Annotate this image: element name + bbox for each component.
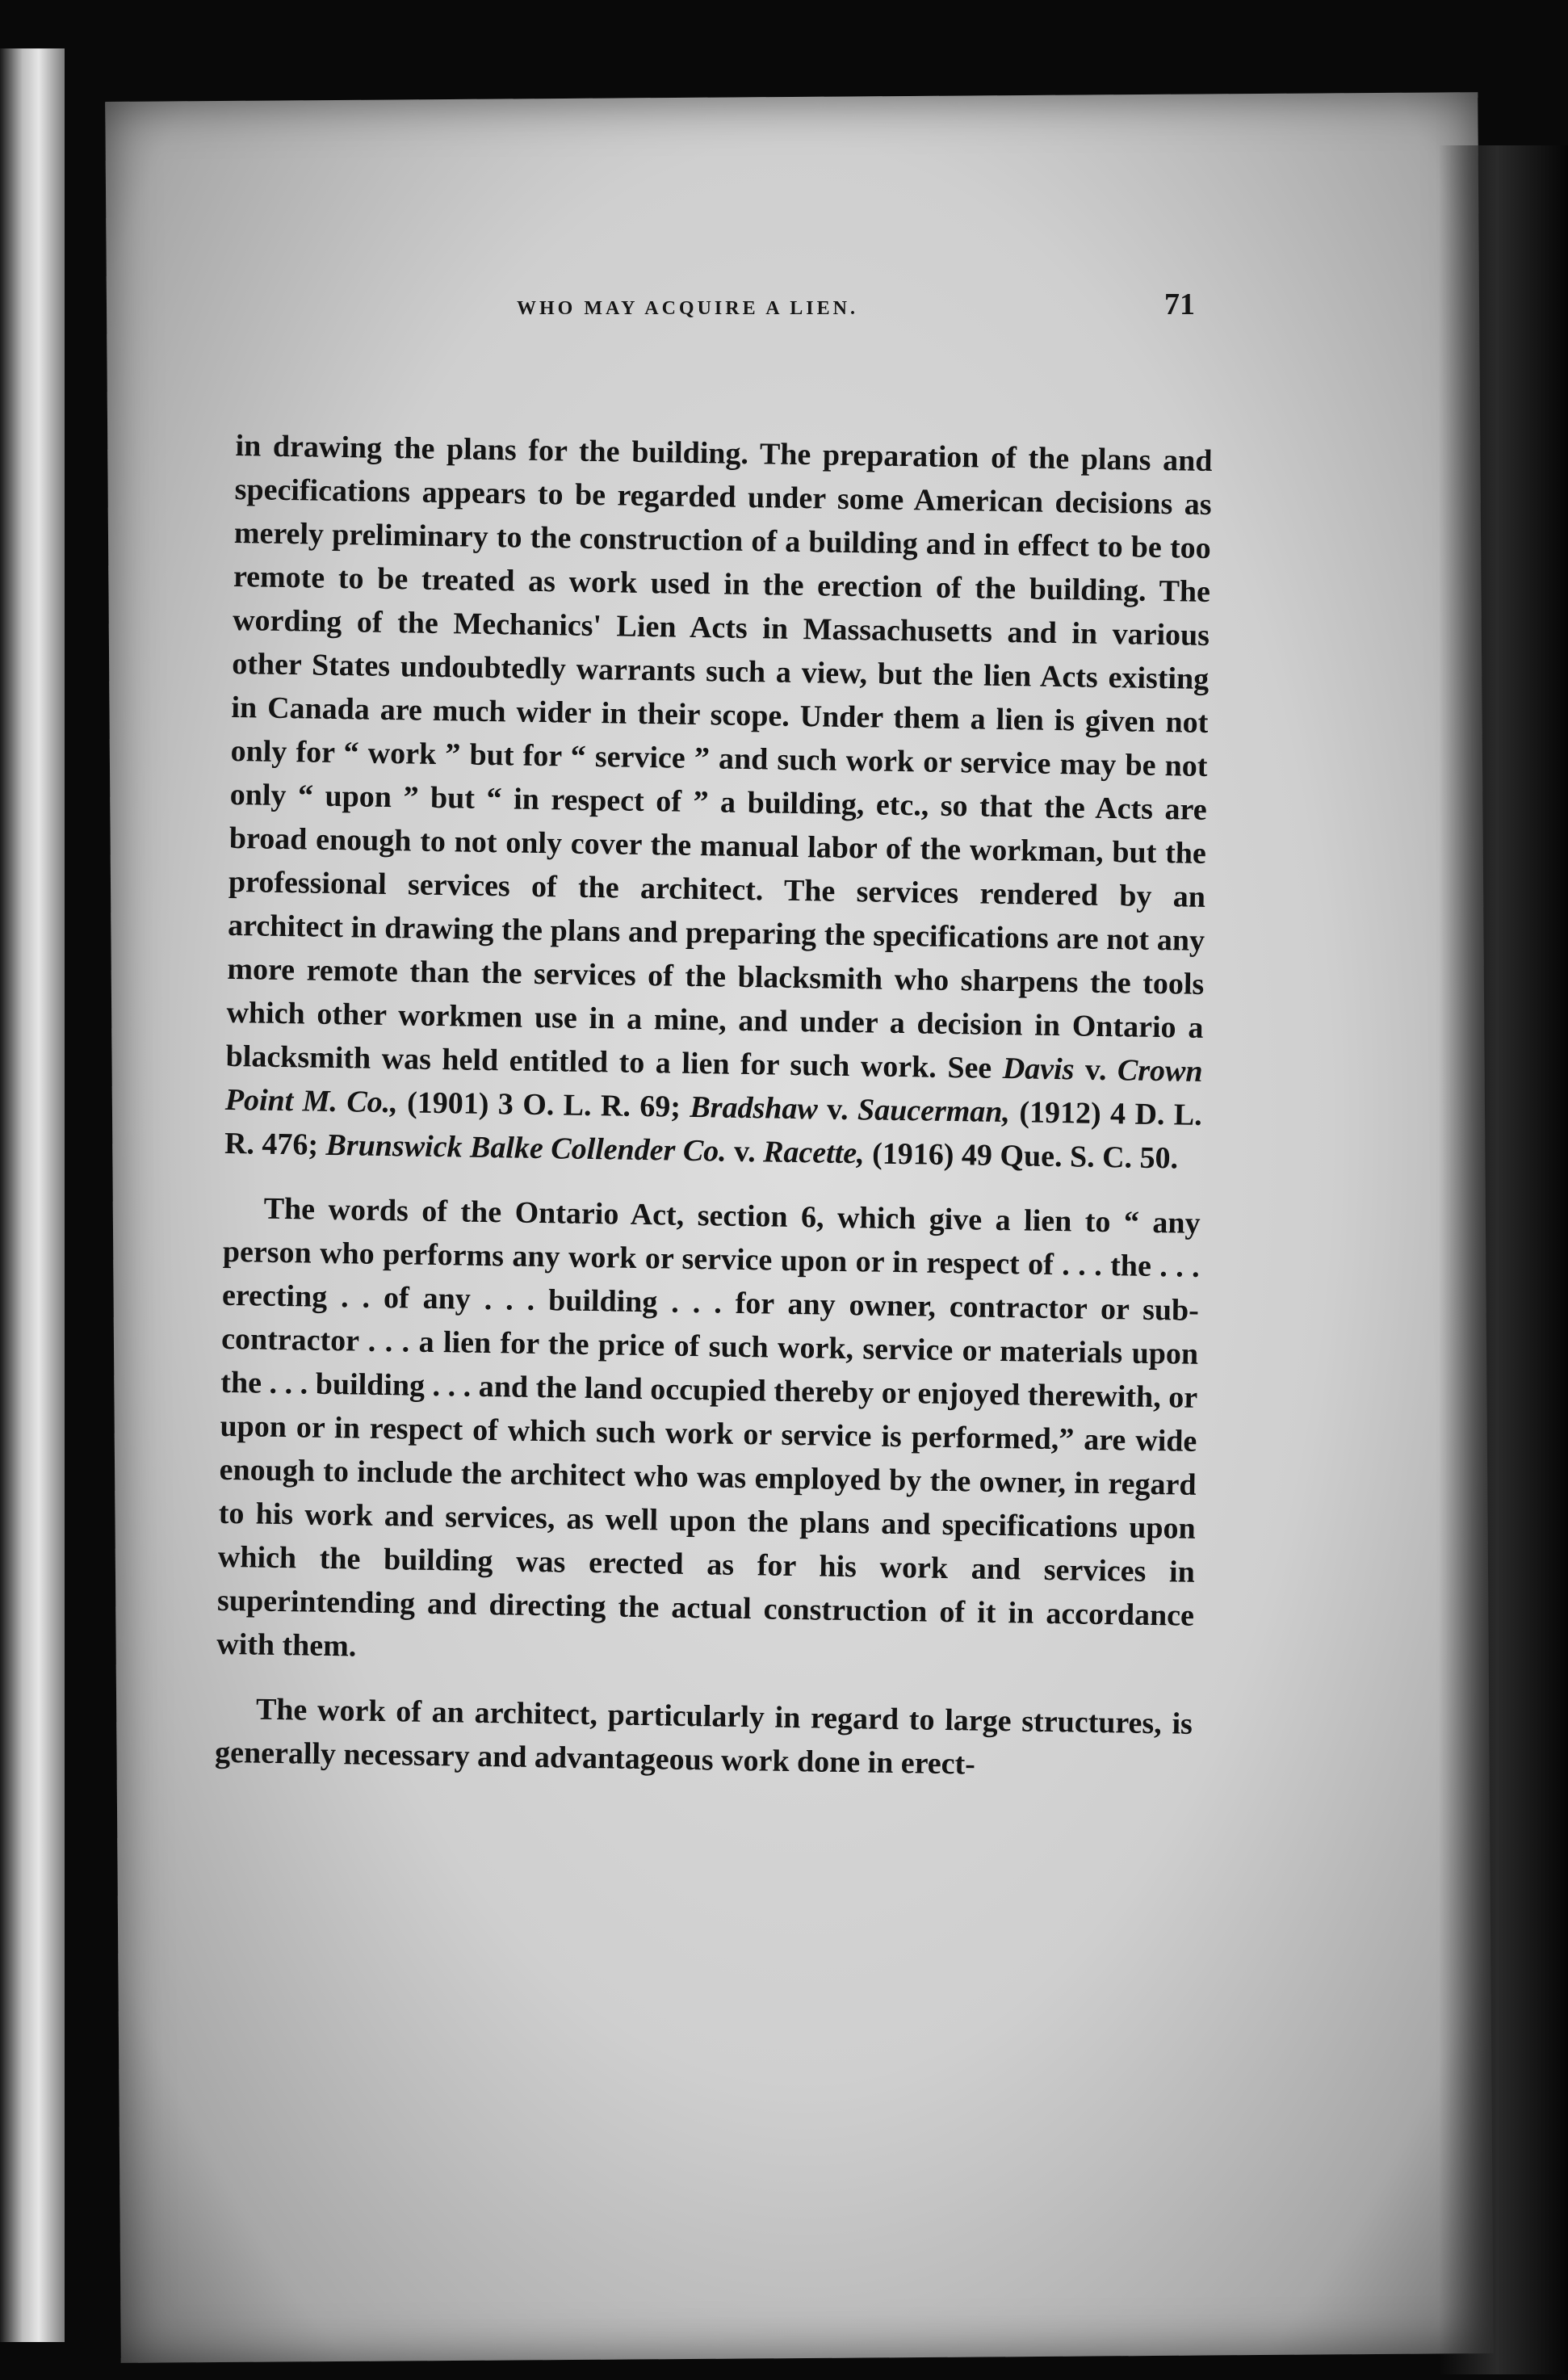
case-citation: (1912) 4 D. L. R. 476;	[224, 1095, 1203, 1162]
paragraph-1	[224, 424, 1213, 1181]
case-connector: v.	[817, 1092, 858, 1127]
case-name: Davis	[1002, 1051, 1075, 1087]
case-citation: (1901) 3 O. L. R. 69;	[397, 1085, 690, 1124]
page-number: 71	[1164, 288, 1195, 321]
body-text	[214, 424, 1213, 1811]
case-name: Brunswick Balke Collender Co.	[325, 1127, 727, 1169]
paragraph-1-text: in drawing the plans for the building. The preparation of the plans and specifications appears to be regarded under some American decisions as merely preliminary to the construction of a building and in effect to be too remote to be treated as work used in the erection of the building. The wording of the Mechanics' Lien Acts in Massachusetts and in various other States undoubtedly warrants such a view, but the lien Acts existing in Canada are much wider in their scope. Under them a lien is given not only for “ work ” but for “ service ” and such work or service may be not only “ upon ” but “ in respect of ” a building, etc., so that the Acts are broad enough to not only cover the manual labor of the workman, but the professional services of the architect. The services rendered by an architect in drawing the plans and preparing the specifications are not any more remote than the services of the blacksmith who sharpens the tools which other workmen use in a mine, and under a decision in Ontario a blacksmith was held entitled to a lien for such work. See	[225, 428, 1213, 1086]
facing-page-edge	[0, 48, 65, 2342]
paragraph-3: The work of an architect, particularly in regard to large structures, is generally necessary and advantageous work done in erect-	[214, 1692, 1193, 1782]
case-name: Crown Point M. Co.,	[224, 1053, 1203, 1120]
running-head: WHO MAY ACQUIRE A LIEN.	[517, 298, 858, 319]
case-name: Saucerman,	[857, 1093, 1011, 1130]
case-connector: v.	[726, 1134, 764, 1169]
paragraph-2: The words of the Ontario Act, section 6, which give a lien to “ any person who performs any work or service upon or in respect of . . . the . . . erecting . . of any . . . building . . . for any owner, contractor or sub-contractor . . . a lien for the price of such work, service or materials upon the . . . building . . . and the land occupied thereby or enjoyed therewith, or upon or in respect of which such work or service is performed,” are wide enough to include the architect who was employed by the owner, in regard to his work and services, as well upon the plans and specifications upon which the building was erected as for his work and services in superintending and directing the actual construction of it in accordance with them.	[216, 1191, 1201, 1664]
binding-shadow	[1439, 145, 1568, 2374]
case-name: Racette,	[762, 1135, 866, 1171]
page-header	[121, 287, 1195, 335]
case-citation: (1916) 49 Que. S. C. 50.	[864, 1136, 1179, 1176]
case-name: Bradshaw	[690, 1089, 819, 1127]
case-connector: v.	[1074, 1052, 1118, 1088]
